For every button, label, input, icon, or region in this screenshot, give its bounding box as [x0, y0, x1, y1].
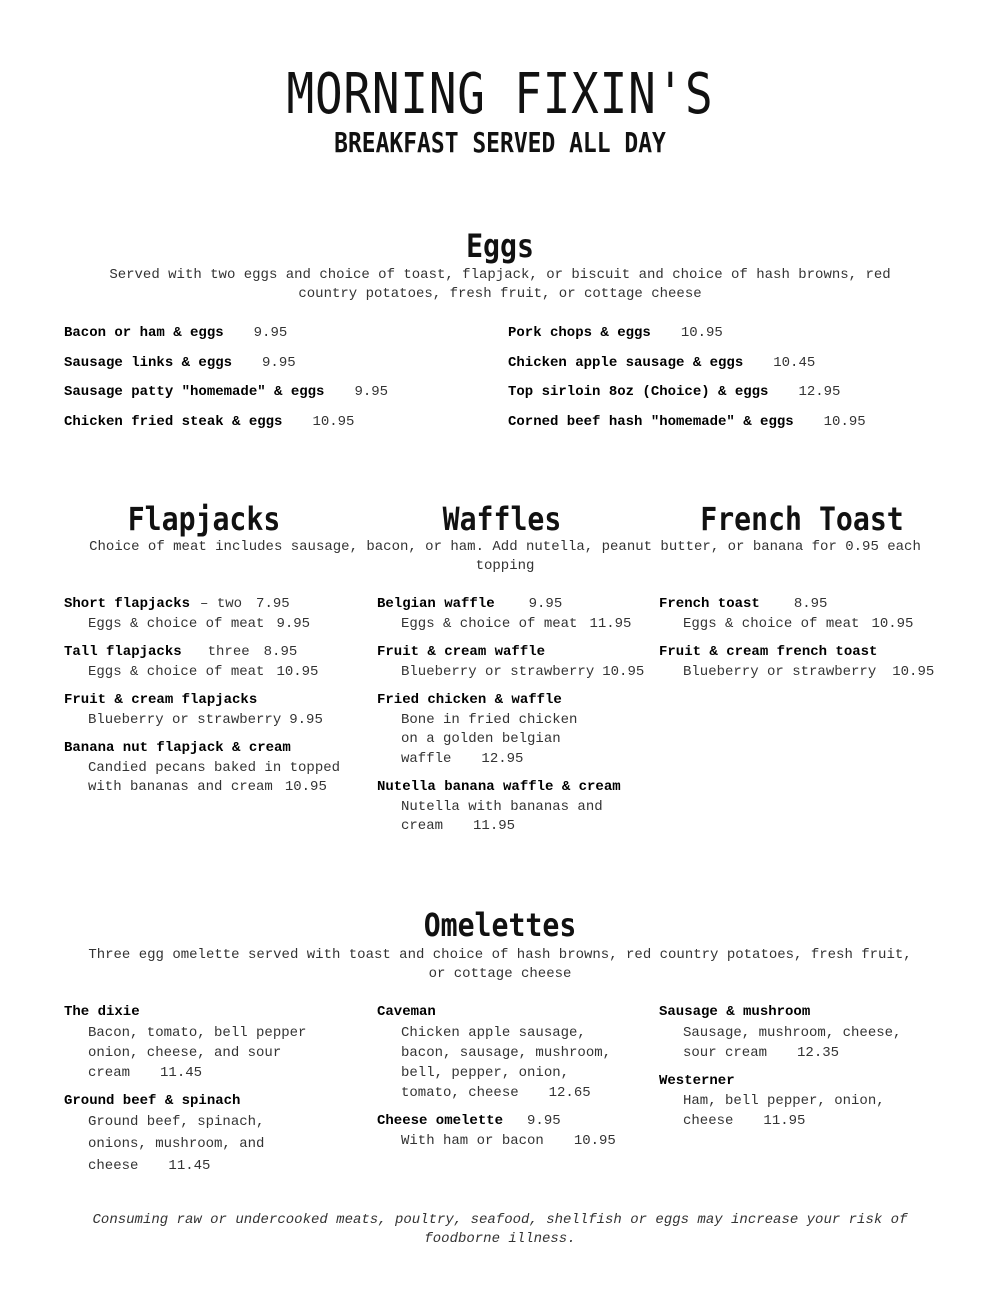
item-note: three: [207, 644, 250, 660]
omelettes-column-1: [64, 1003, 364, 1186]
item-option-price: 9.95: [289, 711, 323, 728]
item-option: Eggs & choice of meat: [683, 615, 860, 632]
menu-item: [64, 349, 388, 379]
item-option-price: 10.95: [573, 1133, 616, 1149]
item-price: 9.95: [262, 354, 296, 371]
item-option-price: 12.35: [797, 1044, 840, 1061]
item-name: Nutella banana waffle & cream: [377, 779, 621, 795]
item-description-line: Chicken apple sausage,: [401, 1024, 586, 1041]
item-name: Tall flapjacks: [64, 644, 182, 660]
eggs-description: Served with two eggs and choice of toast, flapjack, or biscuit and choice of hash browns, red country potatoes, fresh fruit, or cottage cheese: [109, 267, 891, 302]
item-name: The dixie: [64, 1004, 140, 1020]
item-price: 8.95: [263, 644, 298, 660]
item-name: Top sirloin 8oz (Choice) & eggs: [508, 384, 769, 400]
item-name: Chicken fried steak & eggs: [64, 413, 283, 430]
item-description-line: Nutella with bananas and: [401, 798, 603, 815]
item-description-line: tomato, cheese: [401, 1084, 519, 1101]
item-price: 9.95: [527, 1112, 561, 1129]
french-toast-heading: French Toast: [700, 500, 904, 538]
item-name: Short flapjacks: [64, 596, 191, 612]
item-option-price: 10.95: [871, 615, 914, 632]
menu-item: [377, 1112, 667, 1152]
item-option: Eggs & choice of meat: [401, 615, 578, 632]
item-option: Eggs & choice of meat: [88, 663, 265, 680]
item-name: Banana nut flapjack & cream: [64, 740, 291, 756]
menu-item: [64, 643, 364, 682]
menu-item: [377, 595, 667, 634]
menu-item: [508, 408, 866, 438]
menu-item: [64, 1003, 364, 1083]
omelettes-description: Three egg omelette served with toast and choice of hash browns, red country potatoes, fresh fruit, or cottage cheese: [88, 947, 912, 982]
item-name: Pork chops & eggs: [508, 325, 651, 341]
menu-item: [377, 778, 667, 837]
item-option-price: 11.95: [589, 615, 632, 632]
item-price: 9.95: [253, 325, 288, 341]
item-name: Caveman: [377, 1004, 436, 1020]
item-option-price: 11.45: [160, 1064, 203, 1081]
item-description-line: onion, cheese, and sour: [88, 1044, 282, 1061]
menu-item: [64, 595, 364, 634]
item-description-line: waffle: [401, 750, 452, 767]
menu-item: [659, 643, 949, 682]
item-price: 10.45: [773, 354, 816, 371]
menu-item: [659, 1003, 949, 1063]
item-name: Belgian waffle: [377, 596, 495, 612]
menu-item: [659, 1072, 949, 1132]
french-toast-column: [659, 595, 949, 691]
menu-item: [64, 739, 364, 798]
item-option-price: 10.95: [276, 663, 319, 680]
item-description-line: sour cream: [683, 1044, 768, 1061]
item-name: Bacon or ham & eggs: [64, 325, 224, 341]
item-name: Sausage patty "homemade" & eggs: [64, 384, 325, 400]
menu-title: MORNING FIXIN'S: [286, 62, 714, 127]
omelettes-column-3: [659, 1003, 949, 1140]
item-description-line: cheese: [683, 1113, 734, 1129]
item-name: Sausage & mushroom: [659, 1004, 811, 1020]
eggs-heading: Eggs: [466, 227, 534, 265]
item-name: Chicken apple sausage & eggs: [508, 354, 744, 371]
item-description-line: cream: [88, 1064, 131, 1081]
menu-item: [64, 319, 388, 349]
item-name: Fruit & cream flapjacks: [64, 692, 258, 708]
item-option: Blueberry or strawberry: [88, 711, 282, 728]
menu-item: [377, 643, 667, 682]
item-note: – two: [200, 596, 243, 612]
eggs-right-column: [508, 319, 866, 437]
item-description-line: bell, pepper, onion,: [401, 1064, 570, 1081]
item-option-price: 11.95: [473, 818, 516, 834]
item-option-price: 12.65: [548, 1084, 591, 1101]
griddle-description: Choice of meat includes sausage, bacon, or ham. Add nutella, peanut butter, or banana for 0.95 each topping: [89, 539, 921, 574]
item-option: Eggs & choice of meat: [88, 615, 265, 632]
item-name: Ground beef & spinach: [64, 1092, 241, 1109]
item-description-line: bacon, sausage, mushroom,: [401, 1044, 612, 1061]
item-option-price: 11.95: [763, 1113, 806, 1129]
item-description-line: on a golden belgian: [401, 731, 561, 747]
menu-item: [377, 1003, 667, 1103]
item-option-price: 12.95: [481, 750, 524, 767]
item-option: With ham or bacon: [401, 1133, 544, 1149]
menu-item: [64, 378, 388, 408]
item-option: Blueberry or strawberry: [401, 663, 595, 680]
item-price: 10.95: [680, 325, 723, 341]
item-description-line: Bone in fried chicken: [401, 711, 578, 728]
item-name: French toast: [659, 596, 760, 612]
item-description-line: Sausage, mushroom, cheese,: [683, 1024, 902, 1041]
menu-item: [508, 319, 866, 349]
item-option-price: 10.95: [602, 663, 645, 680]
omelettes-heading: Omelettes: [423, 906, 577, 944]
item-description-line: onions, mushroom, and: [88, 1136, 265, 1152]
food-safety-disclaimer: Consuming raw or undercooked meats, poultry, seafood, shellfish or eggs may increase your risk of foodborne illness.: [92, 1212, 908, 1247]
item-description-line: cream: [401, 818, 444, 834]
item-name: Fruit & cream waffle: [377, 644, 546, 660]
item-option-price: 9.95: [276, 615, 311, 632]
menu-item: [64, 691, 364, 730]
item-name: Sausage links & eggs: [64, 354, 233, 371]
item-price: 12.95: [798, 384, 841, 400]
menu-item: [659, 595, 949, 634]
menu-item: [64, 408, 388, 438]
item-description-line: Bacon, tomato, bell pepper: [88, 1024, 307, 1041]
item-price: 8.95: [793, 596, 828, 612]
item-name: Westerner: [659, 1072, 735, 1089]
waffles-column: [377, 595, 667, 846]
eggs-left-column: [64, 319, 388, 437]
flapjacks-column: [64, 595, 364, 807]
menu-item: [64, 1092, 364, 1178]
item-description-line: cheese: [88, 1158, 139, 1174]
item-price: 7.95: [256, 596, 290, 612]
menu-item: [508, 378, 866, 408]
item-description-line: with bananas and cream: [88, 779, 273, 795]
omelettes-column-2: [377, 1003, 667, 1160]
item-price: 10.95: [823, 413, 866, 430]
item-option: Blueberry or strawberry: [683, 663, 877, 680]
item-description-line: Ground beef, spinach,: [88, 1114, 265, 1130]
menu-item: [508, 349, 866, 379]
item-price: 10.95: [312, 413, 355, 430]
menu-subtitle: BREAKFAST SERVED ALL DAY: [334, 126, 666, 159]
flapjacks-heading: Flapjacks: [127, 500, 281, 538]
item-description-line: Ham, bell pepper, onion,: [683, 1093, 885, 1109]
item-option-price: 10.95: [892, 663, 935, 680]
menu-item: [377, 691, 667, 769]
item-name: Corned beef hash "homemade" & eggs: [508, 413, 794, 430]
item-price: 9.95: [528, 596, 563, 612]
item-name: Cheese omelette: [377, 1112, 504, 1129]
item-option-price: 10.95: [284, 779, 327, 795]
item-name: Fruit & cream french toast: [659, 644, 878, 660]
item-price: 9.95: [354, 384, 389, 400]
waffles-heading: Waffles: [442, 500, 562, 538]
item-name: Fried chicken & waffle: [377, 692, 562, 708]
item-option-price: 11.45: [168, 1158, 211, 1174]
item-description-line: Candied pecans baked in topped: [88, 759, 341, 776]
